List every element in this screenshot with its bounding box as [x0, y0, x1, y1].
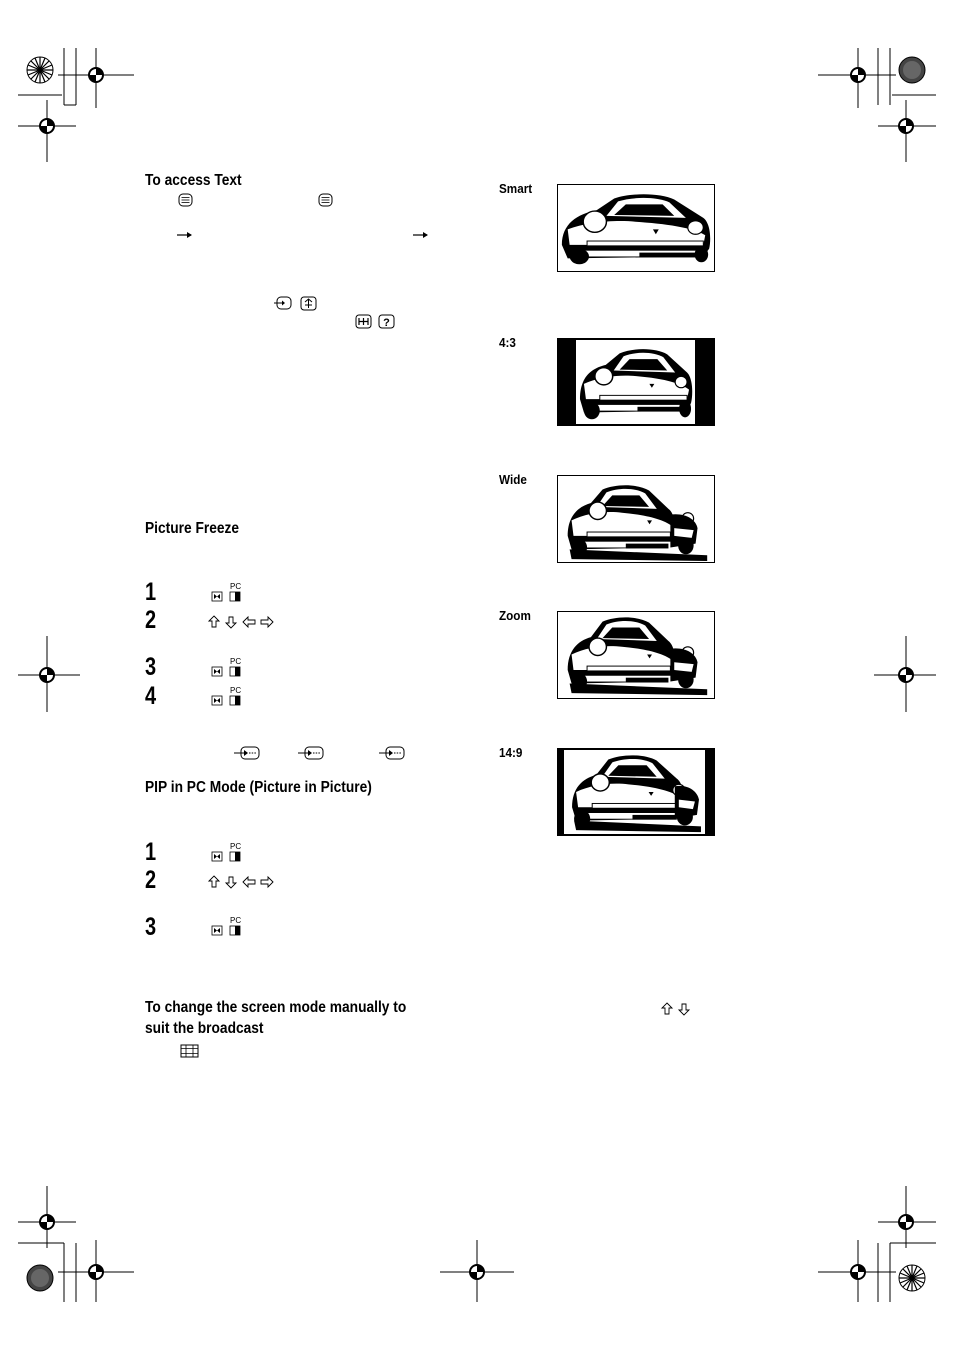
pip-heading: PIP in PC Mode (Picture in Picture)	[145, 779, 372, 796]
registration-mark-icon	[40, 668, 54, 682]
svg-text:?: ?	[383, 317, 390, 329]
step-number: 1	[145, 578, 157, 606]
pip-icon: PC	[210, 917, 242, 937]
reveal-icon	[355, 314, 372, 329]
pip-icon: PC	[210, 658, 242, 678]
right-arrow-icon	[176, 230, 194, 240]
step-number: 2	[145, 606, 157, 634]
step-number: 3	[145, 913, 157, 941]
registration-mark-icon	[899, 119, 913, 133]
arrow-keys-icon	[208, 875, 276, 889]
registration-mark-icon	[40, 1215, 54, 1229]
registration-mark-icon	[89, 68, 103, 82]
mode-label-14-9: 14:9	[499, 745, 523, 760]
screen-mode-image-zoom	[557, 611, 715, 699]
density-target-icon	[27, 1265, 53, 1291]
picture-freeze-heading: Picture Freeze	[145, 520, 240, 537]
step-number: 2	[145, 866, 157, 894]
registration-mark-icon	[851, 68, 865, 82]
arrow-keys-icon	[208, 615, 276, 629]
screen-mode-image-smart	[557, 184, 715, 272]
mode-label-smart: Smart	[499, 181, 533, 196]
registration-mark-icon	[899, 1215, 913, 1229]
screen-mode-image-wide	[557, 475, 715, 563]
input-icon	[273, 296, 293, 311]
step-number: 1	[145, 838, 157, 866]
screen-mode-heading-line1: To change the screen mode manually to	[145, 999, 407, 1016]
screen-mode-heading-line2: suit the broadcast	[145, 1020, 264, 1037]
registration-mark-icon	[470, 1265, 484, 1279]
mode-label-wide: Wide	[499, 472, 527, 487]
density-target-icon	[899, 57, 925, 83]
starburst-target-icon	[27, 57, 53, 83]
input-icon	[297, 745, 325, 761]
right-arrow-icon	[412, 230, 430, 240]
up-down-arrow-icon	[660, 1002, 692, 1016]
wide-mode-icon	[180, 1044, 200, 1058]
registration-mark-icon	[40, 119, 54, 133]
access-text-heading: To access Text	[145, 172, 242, 189]
pip-icon: PC	[210, 687, 242, 707]
teletext-icon	[318, 193, 333, 207]
screen-mode-image-14-9	[557, 748, 715, 836]
registration-mark-icon	[899, 668, 913, 682]
input-icon	[233, 745, 261, 761]
mode-label-4-3: 4:3	[499, 335, 516, 350]
starburst-target-icon	[899, 1265, 925, 1291]
help-icon	[378, 314, 395, 329]
pip-icon: PC	[210, 583, 242, 603]
step-number: 4	[145, 682, 157, 710]
pip-icon: PC	[210, 843, 242, 863]
teletext-icon	[178, 193, 193, 207]
screen-mode-image-4-3	[557, 338, 715, 426]
step-number: 3	[145, 653, 157, 681]
registration-mark-icon	[851, 1265, 865, 1279]
mode-label-zoom: Zoom	[499, 608, 531, 623]
hold-icon	[300, 296, 317, 311]
input-icon	[378, 745, 406, 761]
registration-mark-icon	[89, 1265, 103, 1279]
